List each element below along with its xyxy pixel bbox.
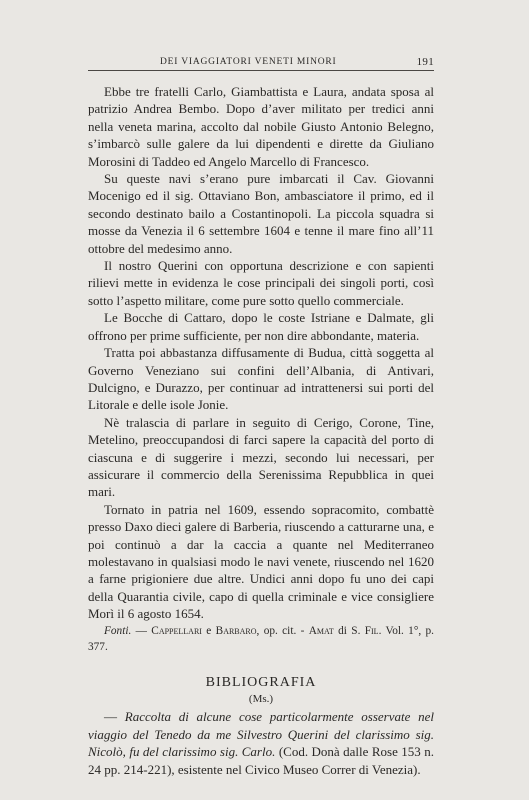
paragraph: Le Bocche di Cattaro, dopo le coste Istriane e Dalmate, gli offrono per prime sufficiente, per non dire abbondante, materia. xyxy=(88,310,434,343)
sources-text: e xyxy=(201,624,216,637)
sources-text: Vol. 1°, p. 377. xyxy=(88,624,434,653)
bibliography-title: BIBLIOGRAFIA xyxy=(205,674,317,690)
sources-text: , op. cit. - xyxy=(256,624,309,637)
sources-dash: — xyxy=(131,624,152,637)
page-body xyxy=(88,83,434,778)
bibliography-subtitle: (Ms.) xyxy=(248,693,274,705)
bibliography-entry xyxy=(88,708,434,778)
sources-label: Fonti. xyxy=(104,624,132,637)
sources-note xyxy=(88,623,434,655)
page-number: 191 xyxy=(416,56,434,68)
page-header xyxy=(88,56,434,71)
paragraph: Il nostro Querini con opportuna descrizione e con sapienti rilievi mette in evidenza le cose principali dei singoli porti, così sotto l’aspetto militare, come pure sotto quello commerciale. xyxy=(88,258,434,308)
sources-text: di xyxy=(333,624,352,637)
entry-dash: — xyxy=(104,709,125,725)
entry-title: Raccolta di alcune cose particolarmente osservate nel viaggio del Tenedo da me Silvestro Querini del clarissimo sig. Nicolò, fu del clarissimo sig. Carlo. xyxy=(88,709,435,760)
paragraph: Ebbe tre fratelli Carlo, Giambattista e Laura, andata sposa al patrizio Andrea Bembo. Dopo d’aver militato per tredici anni nella veneta marina, accolto dal nobile Giusto Antonio Belegno, s’imbarcò sulle galere da lui dipendenti e dirette da Giuliano Morosini di Taddeo ed Angelo Marcello di Francesco. xyxy=(88,84,434,169)
paragraph: Tratta poi abbastanza diffusamente di Budua, città soggetta al Governo Veneziano sui confini dell’Albania, di Antivari, Dulcigno, e Durazzo, per continuar ad intrattenersi sui porti del Litorale e delle isole Jonie. xyxy=(88,345,434,413)
paragraph: Tornato in patria nel 1609, essendo sopracomito, combattè presso Daxo dieci galere di Barberia, riuscendo a catturarne una, e poi continuò a dar la caccia a quante nel Mediterraneo molestavano in qualsiasi modo le navi venete, riuscendo nel 1620 a farne prigioniere due altre. Undici anni dopo fu uno dei capi della Quarantia civile, capo di quella criminale e vice consigliere Morì il 6 agosto 1654. xyxy=(88,501,434,622)
running-title: DEI VIAGGIATORI VENETI MINORI xyxy=(160,57,337,67)
source-author: Cappellari xyxy=(151,624,202,637)
entry-details: (Cod. Donà dalle Rose 153 n. 24 pp. 214-221), esistente nel Civico Museo Correr di Venezia). xyxy=(88,744,434,777)
source-author: S. Fil. xyxy=(351,624,382,637)
paragraph: Su queste navi s’erano pure imbarcati il Cav. Giovanni Mocenigo ed il sig. Ottaviano Bon, ambasciatore il primo, ed il secondo destinato bailo a Costantinopoli. La piccola squadra si mosse da Venezia il 6 settembre 1604 e tenne il mare fino all’11 ottobre del medesimo anno. xyxy=(88,171,434,256)
paragraph: Nè tralascia di parlare in seguito di Cerigo, Corone, Tine, Metelino, preoccupandosi di farci sapere la capacità del porto di ciascuna e di suggerire i mezzi, secondo lui necessari, per assicurare il commercio della Serenissima Repubblica in quei mari. xyxy=(88,414,434,500)
source-author: Amat xyxy=(308,624,334,637)
source-author: Barbaro xyxy=(215,624,257,637)
